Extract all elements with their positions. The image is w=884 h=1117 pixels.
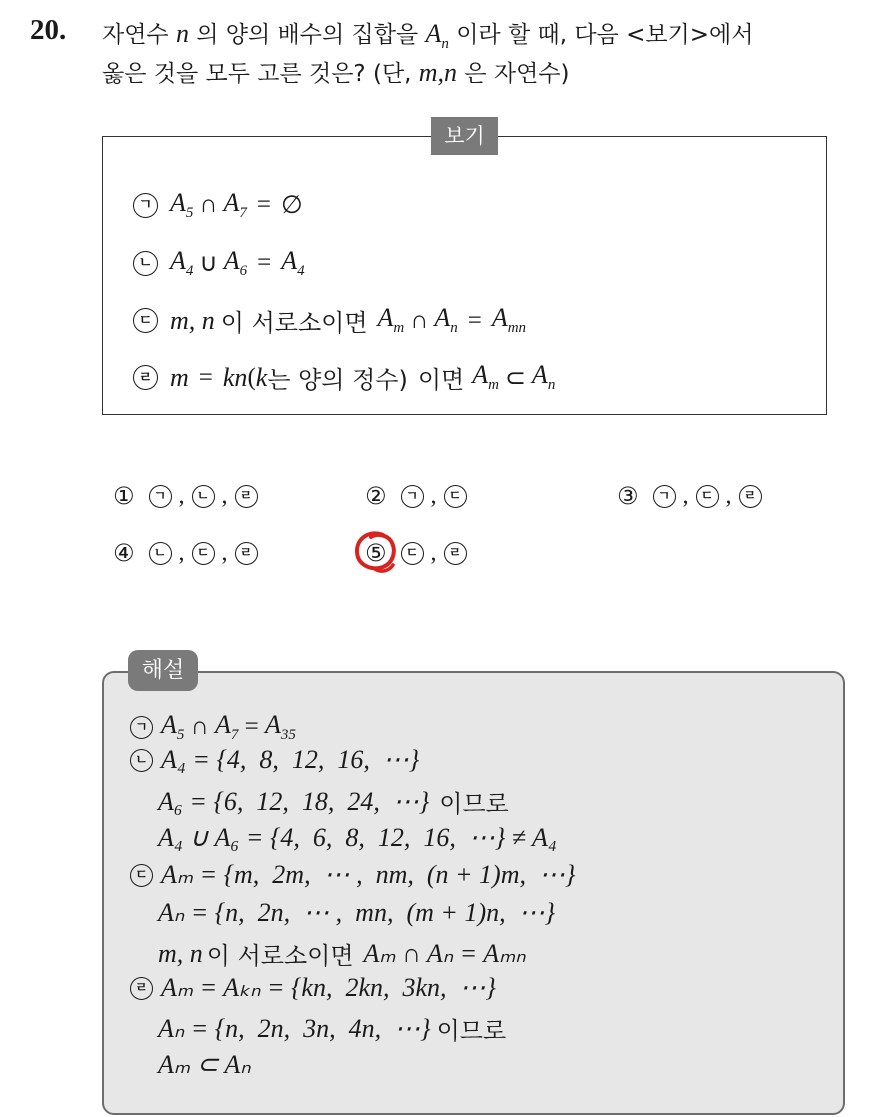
choice-3[interactable]: ③ ㄱ , ㄷ , ㄹ	[617, 482, 762, 510]
marker-nieun-icon: ㄴ	[149, 542, 172, 565]
math-set: $A_n$	[434, 303, 458, 337]
math-set: $A_n$	[531, 360, 556, 394]
solution-line-10	[158, 1050, 251, 1080]
bogi-item-1	[133, 188, 303, 222]
marker-digeut-icon: ㄷ	[401, 542, 424, 565]
marker-rieul-icon: ㄹ	[444, 542, 467, 565]
solution-math: Aₙ = {n, 2n, ⋯ , mn, (m + 1)n, ⋯}	[158, 898, 555, 927]
marker-digeut-icon: ㄷ	[192, 542, 215, 565]
solution-math: Aₘ ⊂ Aₙ	[158, 1050, 251, 1079]
solution-line-6	[158, 898, 555, 928]
math-set: $A_n$	[425, 19, 449, 53]
solution-line-9	[158, 1011, 506, 1046]
bogi-item-4	[133, 360, 555, 395]
math-operator: ∪	[199, 250, 218, 278]
marker-digeut-icon: ㄷ	[696, 485, 719, 508]
solution-text: 이므로	[436, 1017, 507, 1045]
solution-text: 이 서로소이면	[206, 942, 354, 970]
marker-digeut-icon: ㄷ	[444, 485, 467, 508]
math-set: $A_7$	[223, 188, 247, 222]
marker-rieul-icon: ㄹ	[130, 977, 153, 1000]
solution-math: Aₘ = {m, 2m, ⋯ , nm, (n + 1)m, ⋯}	[161, 860, 576, 889]
solution-math: Aₘ = Aₖₙ = {kn, 2kn, 3kn, ⋯}	[161, 973, 496, 1002]
choice-1[interactable]: ① ㄱ , ㄴ , ㄹ	[113, 482, 258, 510]
math-set: $A_4$	[170, 246, 194, 280]
question-text-line2	[102, 55, 570, 88]
bogi-item-3	[133, 303, 526, 338]
math-set: $A_{35}$	[264, 710, 296, 744]
solution-math: A₄ = {4, 8, 12, 16, ⋯}	[161, 745, 420, 774]
marker-giyeok-icon: ㄱ	[653, 485, 676, 508]
math-set: $A_6$	[223, 246, 248, 280]
marker-rieul-icon: ㄹ	[133, 365, 158, 390]
math-set: $A_4$	[281, 246, 305, 280]
choice-number: ②	[365, 482, 387, 510]
solution-line-1	[130, 710, 296, 744]
solution-line-4	[158, 823, 557, 853]
answer-circle-mark-icon	[353, 529, 401, 575]
marker-giyeok-icon: ㄱ	[133, 193, 158, 218]
marker-rieul-icon: ㄹ	[739, 485, 762, 508]
choice-2[interactable]: ② ㄱ , ㄷ	[365, 482, 467, 510]
math-operator: =	[198, 363, 213, 391]
marker-giyeok-icon: ㄱ	[401, 485, 424, 508]
math-var: n	[175, 19, 189, 48]
marker-nieun-icon: ㄴ	[133, 251, 158, 276]
solution-math: Aₘ ∩ Aₙ = Aₘₙ	[363, 938, 526, 968]
solution-line-3	[158, 784, 509, 819]
math-operator: =	[256, 191, 271, 219]
marker-nieun-icon: ㄴ	[130, 749, 153, 772]
math-var: m, n	[170, 305, 215, 335]
solution-text: 이므로	[439, 790, 509, 818]
choice-number: ③	[617, 482, 639, 510]
math-set: $A_7$	[214, 710, 239, 744]
math-var: m	[170, 362, 189, 392]
math-operator: ∩	[410, 306, 429, 334]
math-set: $A_5$	[170, 188, 194, 222]
solution-math: A₆ = {6, 12, 18, 24, ⋯}	[158, 786, 430, 816]
math-operator: ∩	[184, 713, 215, 741]
solution-math: m, n	[158, 938, 203, 968]
math-operator: ∩	[199, 191, 218, 219]
math-operator: =	[467, 306, 482, 334]
bogi-text: 이면	[417, 366, 465, 394]
math-operator: ⊂	[504, 364, 526, 392]
math-set: $A_m$	[377, 303, 405, 337]
question-text: 옳은 것을 모두 고른 것은? (단,	[102, 61, 412, 87]
choice-number: ④	[113, 539, 135, 567]
bogi-text: 는 양의 정수)	[267, 366, 408, 394]
solution-line-2	[130, 745, 419, 775]
choice-4[interactable]: ④ ㄴ , ㄷ , ㄹ	[113, 539, 258, 567]
solution-line-7	[158, 936, 526, 971]
math-paren: (	[247, 363, 256, 391]
math-set: $A_{mn}$	[491, 303, 527, 337]
math-set: $A_5$	[161, 710, 185, 744]
bogi-item-2	[133, 246, 305, 280]
math-var: kn	[222, 362, 248, 392]
solution-line-8	[130, 973, 496, 1003]
question-text: 의 양의 배수의 집합을	[196, 22, 419, 48]
question-text: 이라 할 때, 다음 <보기>에서	[456, 22, 754, 48]
question-text-line1	[102, 16, 753, 53]
marker-digeut-icon: ㄷ	[133, 308, 158, 333]
math-var: m,n	[418, 58, 458, 87]
choice-number: ⑤	[365, 539, 387, 567]
solution-math: A₄ ∪ A₆ = {4, 6, 8, 12, 16, ⋯} ≠ A₄	[158, 823, 557, 852]
question-text: 은 자연수)	[464, 61, 570, 87]
bogi-title: 보기	[431, 117, 498, 155]
math-empty-set: ∅	[280, 192, 303, 220]
math-var: k	[255, 362, 268, 392]
marker-rieul-icon: ㄹ	[235, 485, 258, 508]
marker-rieul-icon: ㄹ	[235, 542, 258, 565]
choice-5[interactable]: ⑤ ㄷ , ㄹ	[365, 539, 467, 567]
math-operator: =	[238, 713, 265, 741]
marker-giyeok-icon: ㄱ	[149, 485, 172, 508]
question-number: 20.	[30, 14, 67, 46]
question-text: 자연수	[102, 22, 169, 48]
math-operator: =	[257, 249, 272, 277]
marker-giyeok-icon: ㄱ	[130, 716, 153, 739]
choice-number: ①	[113, 482, 135, 510]
solution-line-5	[130, 860, 575, 890]
math-set: $A_m$	[472, 360, 499, 394]
bogi-text: 이 서로소이면	[220, 309, 368, 337]
solution-math: Aₙ = {n, 2n, 3n, 4n, ⋯}	[158, 1013, 431, 1043]
marker-nieun-icon: ㄴ	[192, 485, 215, 508]
marker-digeut-icon: ㄷ	[130, 864, 153, 887]
solution-title: 해설	[128, 650, 198, 691]
